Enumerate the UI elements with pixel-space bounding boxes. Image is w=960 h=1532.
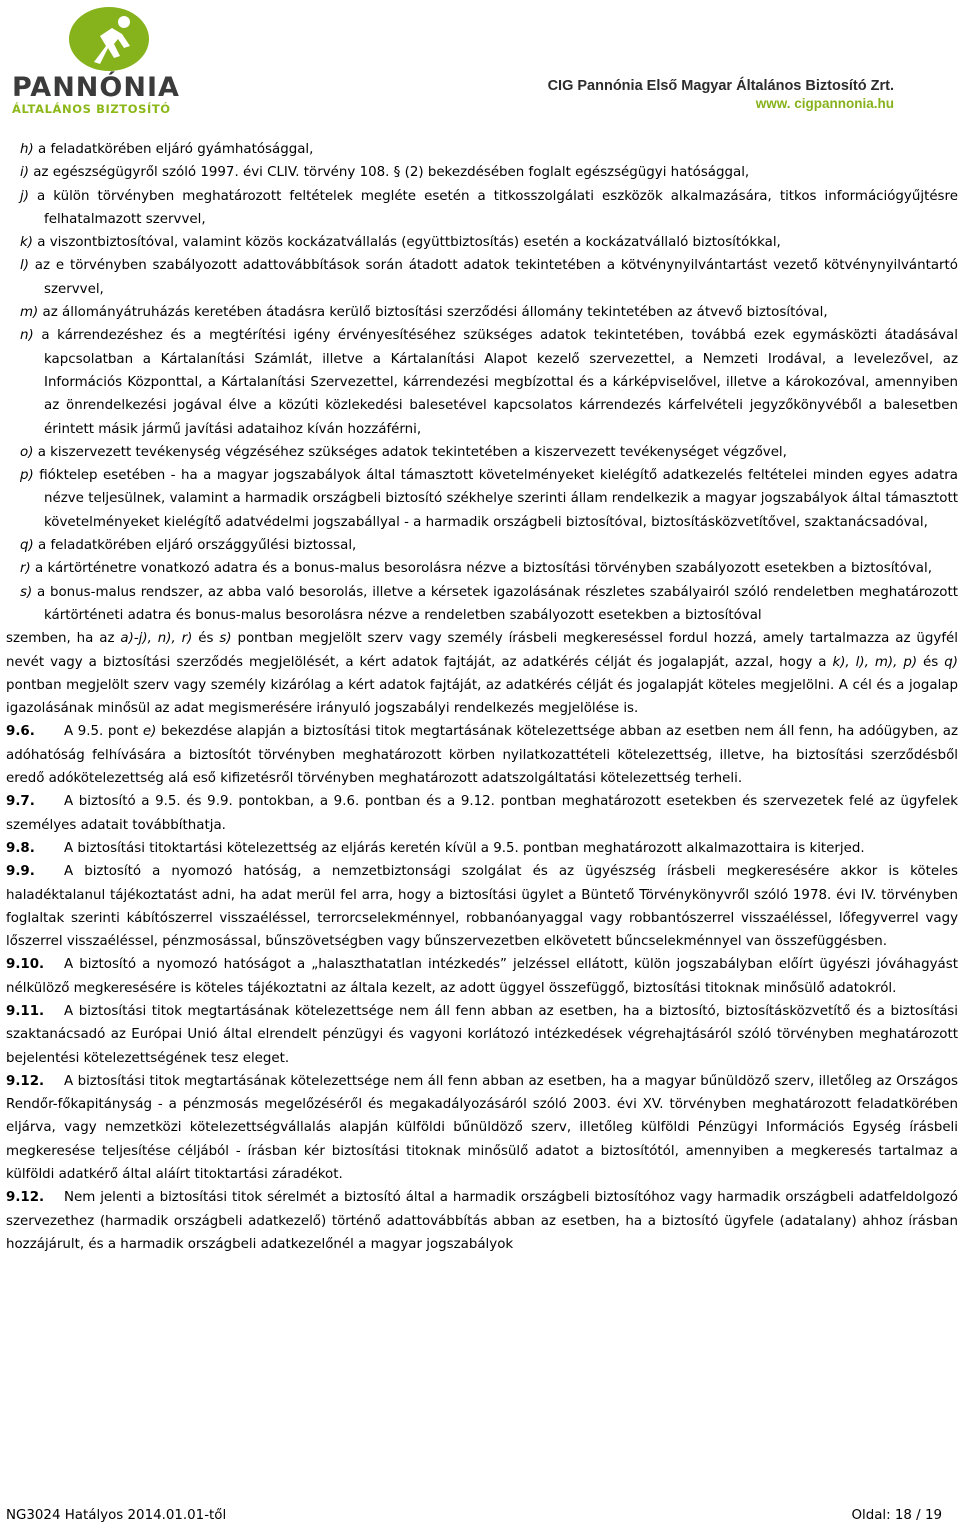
list-item-letter: q) [20, 538, 34, 554]
page-number: Oldal: 18 / 19 [851, 1508, 942, 1523]
section-text: Nem jelenti a biztosítási titok sérelmét a biztosító által a harmadik országbeli biztosítóhoz vagy harmadik országbeli adatfeldolgozó szervezethez (harmadik országbeli adatkezelő) történő adattovábbítás abban az esetben, ha a biztosító ügyfele (adatalany) ahhoz írásban hozzájárult, és a harmadik országbeli adatkezelőnél a magyar jogszabályok [6, 1190, 958, 1252]
list-item-text: a kárrendezéshez és a megtérítési igény érvényesítéséhez szükséges adatok tekintetében, továbbá ezek egymásközti átadásával kapcsolatban a Kártalanítási Számlát, illetve a Kártalanítási Alapot kezelő szervezettel, a Nemzeti Irodával, a levelezővel, az Információs Központtal, a Kártalanítási Szervezettel, kárrendezési megbízottal és a kárképviselővel, illetve a károkozóval, amennyiben az önrendelkezési jogával élve a közúti közlekedési balesetével kapcsolatos kárrendezés kárfelvételi jegyzőkönyvéből a balesetben érintett másik jármű javítási adataihoz kíván hozzáférni, [41, 328, 958, 437]
section-number: 9.9. [6, 864, 35, 880]
list-item-text: a külön törvényben meghatározott feltételek megléte esetén a titkosszolgálati eszközök alkalmazására, titkos információgyűjtésre felhatalmazott szervvel, [37, 188, 958, 227]
list-item-letter: r) [20, 561, 31, 577]
section-text: A biztosító a 9.5. és 9.9. pontokban, a 9.6. pontban és a 9.12. pontban meghatározott esetekben és szervezetek felé az ügyfelek személyes adatait továbbíthatja. [6, 794, 958, 833]
closing-text-4: és [917, 654, 945, 670]
list-item-letter: o) [20, 444, 34, 460]
section-list [6, 720, 958, 1256]
list-item-letter: i) [20, 165, 29, 181]
numbered-section [6, 720, 958, 790]
list-item-letter: p) [20, 468, 34, 484]
numbered-section [6, 790, 958, 837]
list-item-text: a bonus-malus rendszer, az abba való besorolás, illetve a kérsetek igazolásának részletes szabályairól szóló rendeletben meghatározott kártörténeti adatra és bonus-malus besorolásra nézve a rendeletben szabályozott esetekben a biztosítóval [37, 584, 958, 623]
website-link[interactable]: www. cigpannonia.hu [755, 96, 894, 111]
list-item [6, 138, 958, 161]
list-item [6, 231, 958, 254]
section-number: 9.12. [6, 1073, 45, 1089]
section-text: A biztosító a nyomozó hatóság, a nemzetbiztonsági szolgálat és az ügyészség írásbeli megkeresésére akkor is köteles haladéktalanul tájékoztatást adni, ha adat merül fel arra, hogy a biztosítási ügylet a Büntető Törvénykönyvről szóló 1978. évi IV. törvényben foglaltak szerinti kábítószerrel visszaéléssel, terrorcselekménnyel, robbanóanyaggal vagy robbantószerrel visszaéléssel, lőfegyverrel vagy lőszerrel visszaéléssel, pénzmosással, bűnszövetségben vagy bűnszervezetben elkövetett bűncselekménnyel van összefüggésben. [6, 864, 958, 950]
list-item-text: az e törvényben szabályozott adattovábbítások során átadott adatok tekintetében a kötvénynyilvántartást vezető kötvénynyilvántartó szervvel, [34, 258, 958, 297]
list-item-letter: j) [20, 188, 29, 204]
item-list [6, 138, 958, 627]
closing-ref-2: s) [219, 631, 232, 647]
numbered-section [6, 837, 958, 860]
list-item [6, 185, 958, 232]
section-reference: e) [142, 724, 157, 740]
page-header [0, 0, 960, 120]
numbered-section [6, 1070, 958, 1186]
list-item-text: az állományátruházás keretében átadásra kerülő biztosítási szerződési állomány tekintetében az átvevő biztosítóval, [42, 305, 828, 321]
closing-ref-4: q) [944, 654, 958, 670]
list-item-letter: l) [20, 258, 29, 274]
numbered-section [6, 953, 958, 1000]
list-item-text: fióktelep esetében - ha a magyar jogszabályok által támasztott követelményeket kielégítő adatkezelés feltételei minden egyes adatra nézve teljesülnek, valamint a harmadik országbeli biztosító székhelye szerinti állam rendelkezik a magyar jogszabályok által támasztott követelményeket kielégítő adatvédelmi jogszabállyal - a harmadik országbeli biztosítóval, biztosításközvetítővel, szaktanácsadóval, [39, 468, 958, 530]
section-text: A biztosítási titoktartási kötelezettség az eljárás keretén kívül a 9.5. pontban meghatározott alkalmazottaira is kiterjed. [64, 840, 865, 856]
list-item-letter: s) [20, 584, 33, 600]
section-number: 9.12. [6, 1190, 45, 1206]
section-prefix: A 9.5. pont [64, 724, 143, 740]
section-number: 9.6. [6, 724, 35, 740]
list-item-letter: k) [20, 235, 33, 251]
list-item-text: a feladatkörében eljáró gyámhatósággal, [37, 142, 314, 157]
closing-text-5: pontban megjelölt szerv vagy személy kizárólag a kért adatok fajtáját, az adatkérés célját és jogalapját köteles megjelölni. A cél és a jogalap igazolásának minősül az adat megismerésére irányuló jogszabályi rendelkezés megjelölése is. [6, 677, 958, 717]
section-text: A biztosítási titok megtartásának kötelezettsége nem áll fenn abban az esetben, ha a biztosító, biztosításközvetítő és a biztosítási szaktanácsadó az Európai Unió által elrendelt pénzügyi és vagyoni korlátozó intézkedések végrehajtásáról szóló törvényben meghatározott bejelentési kötelezettségének tesz eleget. [6, 1003, 958, 1066]
section-number: 9.10. [6, 957, 45, 973]
document-code: NG3024 Hatályos 2014.01.01-től [6, 1508, 227, 1523]
numbered-section [6, 1000, 958, 1070]
list-item-text: a kártörténetre vonatkozó adatra és a bonus-malus besorolásra nézve a biztosítási törvényben szabályozott esetekben a biztosítóval, [35, 561, 932, 577]
list-item-text: az egészségügyről szóló 1997. évi CLIV. törvény 108. § (2) bekezdésében foglalt egészségügyi hatósággal, [33, 165, 750, 181]
list-item-text: a feladatkörében eljáró országgyűlési biztossal, [38, 538, 357, 554]
list-item [6, 534, 958, 557]
list-item [6, 301, 958, 324]
list-item-text: a kiszervezett tevékenység végzéséhez szükséges adatok tekintetében a kiszervezett tevékenységet végzővel, [37, 444, 787, 460]
list-item-letter: h) [20, 142, 34, 157]
numbered-section [6, 1186, 958, 1256]
list-item-letter: m) [20, 305, 39, 321]
closing-paragraph [6, 627, 958, 720]
list-item [6, 254, 958, 301]
list-item [6, 161, 958, 184]
section-number: 9.7. [6, 794, 35, 810]
logo-name: PANNÓNIA [12, 72, 180, 103]
list-item [6, 441, 958, 464]
closing-text-2: és [192, 631, 220, 647]
section-text: bekezdése alapján a biztosítási titok megtartásának kötelezettsége abban az esetben nem áll fenn, ha adóügyben, az adóhatóság felhívására a biztosítót törvényben meghatározott körben nyilatkozattételi kötelezettség, illetve, ha biztosítási szerződésből eredő adókötelezettség alá eső kifizetésről törvényben meghatározott adatszolgáltatási kötelezettség terheli. [6, 724, 958, 787]
list-item [6, 557, 958, 580]
running-figure-logo-icon [64, 6, 154, 72]
numbered-section [6, 860, 958, 953]
section-number: 9.11. [6, 1003, 45, 1019]
list-item [6, 324, 958, 440]
closing-ref-3: k), l), m), p) [832, 654, 918, 670]
section-text: A biztosítási titok megtartásának kötelezettsége nem áll fenn abban az esetben, ha a magyar bűnüldöző szerv, illetőleg az Országos Rendőr-főkapitányság - a pénzmosás megelőzéséről és megakadályozásáról szóló 2003. évi XV. törvényben meghatározott feladatkörében eljárva, vagy nemzetközi kötelezettségvállalás alapján külföldi bűnüldöző szerv, illetőleg külföldi Pénzügyi Információs Egység írásbeli megkeresése teljesítése céljából - írásban kér biztosítási titoknak minősülő adatot a biztosítótól, amennyiben a megkeresés tartalmaz a külföldi adatkérő által aláírt titoktartási záradékot. [6, 1073, 958, 1183]
closing-text-3: pontban megjelölt szerv vagy személy írásbeli megkereséssel fordul hozzá, amely tartalmazza az ügyfél nevét vagy a biztosítási szerződés megjelölését, a kért adatok fajtáját, az adatkérés célját és jogalapját, azzal, hogy a [6, 631, 958, 670]
list-item [6, 581, 958, 628]
list-item-letter: n) [20, 328, 34, 344]
list-item-text: a viszontbiztosítóval, valamint közös kockázatvállalás (együttbiztosítás) esetén a kockázatvállaló biztosítókkal, [37, 235, 781, 251]
closing-text-1: szemben, ha az [6, 631, 121, 647]
company-logo [12, 4, 212, 116]
company-name: CIG Pannónia Első Magyar Általános Biztosító Zrt. [547, 78, 894, 94]
document-body [6, 138, 958, 1256]
logo-subtitle: ÁLTALÁNOS BIZTOSÍTÓ [12, 102, 171, 116]
list-item [6, 464, 958, 534]
closing-ref-1: a)-j), n), r) [120, 631, 193, 647]
section-number: 9.8. [6, 840, 35, 856]
section-text: A biztosító a nyomozó hatóságot a „halaszthatatlan intézkedés” jelzéssel ellátott, külön jogszabályban előírt ügyészi jóváhagyást nélkülöző megkeresésére is köteles tájékoztatni az általa kezelt, az adott üggyel összefüggő, biztosítási titoknak minősülő adatokról. [6, 957, 958, 996]
